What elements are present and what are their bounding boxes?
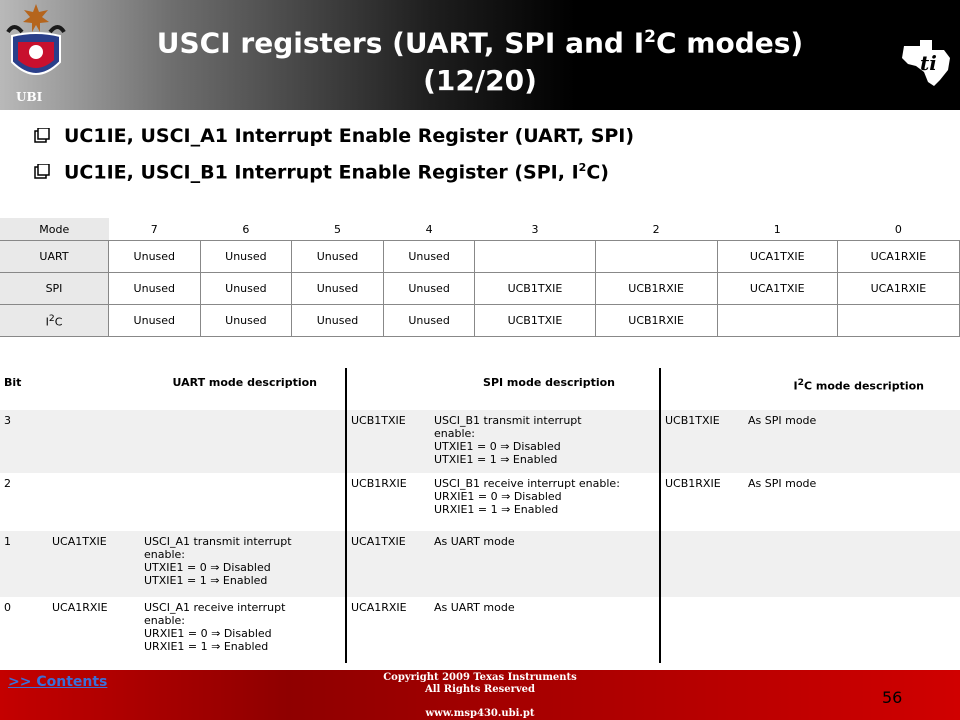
table-cell: Unused [383,273,475,305]
header-superscript: 2 [797,377,805,388]
column-header-bit2: 2 [595,218,717,241]
mode-cell [0,305,109,337]
table-row [0,305,960,337]
column-header-bit7: 7 [109,218,201,241]
bit-cell: 3 [0,410,48,473]
table-cell: UCB1TXIE [475,273,595,305]
table-cell: UCB1RXIE [595,305,717,337]
copyright-line1: Copyright 2009 Texas Instruments [383,672,577,683]
table-cell: Unused [200,273,292,305]
bullet-text-part2: C) [586,161,609,184]
slide-header [0,0,960,110]
table-row [0,273,960,305]
table-row [0,531,960,597]
title-text-part2: C modes) [655,26,804,60]
bit-cell: 2 [0,473,48,531]
column-header-bit4: 4 [383,218,475,241]
uart-desc-cell [140,473,346,531]
checkbox-bullet-icon [34,128,50,144]
table-cell: UCA1TXIE [717,241,837,273]
table-cell: UCA1RXIE [837,273,959,305]
uart-name-cell: UCA1RXIE [48,597,140,663]
table-row [0,410,960,473]
i2c-desc-cell [744,597,960,663]
column-header-mode: Mode [0,218,109,241]
mode-text-part2: C [54,315,63,329]
table-cell: Unused [109,241,201,273]
table-cell: Unused [109,273,201,305]
spi-desc-cell: As UART mode [430,597,660,663]
column-header-bit: Bit [4,376,22,389]
checkbox-bullet-icon [34,164,50,180]
title-superscript: 2 [644,27,656,47]
spi-name-cell: UCB1TXIE [346,410,430,473]
table-cell: Unused [200,305,292,337]
table-cell: Unused [383,241,475,273]
header-text-part1: I [793,379,798,393]
table-cell [717,305,837,337]
i2c-name-cell [660,597,744,663]
table-cell: UCB1TXIE [475,305,595,337]
texas-instruments-logo-icon [898,36,956,90]
table-row [0,241,960,273]
svg-text:ti: ti [920,51,937,75]
table-cell [475,241,595,273]
slide-footer [0,670,960,720]
column-header-i2c [660,368,960,410]
table-cell: Unused [292,241,384,273]
i2c-desc-cell: As SPI mode [744,410,960,473]
logo-label: UBI [16,90,43,104]
mode-superscript: 2 [48,312,55,324]
table-cell: Unused [200,241,292,273]
table-cell: Unused [292,273,384,305]
bullet-item-ucb1ie [34,154,634,190]
table-cell: UCB1RXIE [595,273,717,305]
column-header-bit0: 0 [837,218,959,241]
i2c-desc-cell: As SPI mode [744,473,960,531]
spi-name-cell: UCA1RXIE [346,597,430,663]
description-table-header [0,368,960,410]
column-header-bit3: 3 [475,218,595,241]
spi-name-cell: UCB1RXIE [346,473,430,531]
copyright-line2: All Rights Reserved [424,684,536,695]
uart-desc-cell: USCI_A1 transmit interrupt enable: UTXIE1 = 0 ⇒ Disabled UTXIE1 = 1 ⇒ Enabled [140,531,346,597]
page-number: 56 [882,688,903,707]
register-table-header [0,218,960,241]
bit-cell: 1 [0,531,48,597]
spi-desc-cell: USCI_B1 transmit interrupt enable: UTXIE1 = 0 ⇒ Disabled UTXIE1 = 1 ⇒ Enabled [430,410,660,473]
contents-link[interactable]: >> Contents [8,674,108,690]
mode-cell: SPI [0,273,109,305]
spi-desc-cell: As UART mode [430,531,660,597]
uart-name-cell [48,473,140,531]
title-text-part1: USCI registers (UART, SPI and I [156,26,645,60]
column-header-bit6: 6 [200,218,292,241]
bullet-list [34,118,634,190]
bullet-text-part1: UC1IE, USCI_B1 Interrupt Enable Register (SPI, I [64,161,579,184]
table-row [0,473,960,531]
i2c-name-cell: UCB1RXIE [660,473,744,531]
bullet-item-uca1ie [34,118,634,154]
register-bit-table [0,218,960,337]
table-cell [837,305,959,337]
i2c-name-cell: UCB1TXIE [660,410,744,473]
mode-text-part1: I [45,315,49,329]
table-cell: UCA1TXIE [717,273,837,305]
mode-cell: UART [0,241,109,273]
title-page-counter: (12/20) [423,64,537,98]
bullet-text [64,161,609,183]
table-cell: UCA1RXIE [837,241,959,273]
i2c-name-cell [660,531,744,597]
bit-cell: 0 [0,597,48,663]
bullet-text: UC1IE, USCI_A1 Interrupt Enable Register (UART, SPI) [64,125,635,147]
footer-url: www.msp430.ubi.pt [425,708,535,719]
bullet-superscript: 2 [578,160,587,174]
column-header-bit5: 5 [292,218,384,241]
i2c-desc-cell [744,531,960,597]
spi-name-cell: UCA1TXIE [346,531,430,597]
uart-name-cell [48,410,140,473]
university-crest-icon [4,2,68,94]
column-header-bit1: 1 [717,218,837,241]
table-cell: Unused [109,305,201,337]
table-cell: Unused [292,305,384,337]
uart-desc-cell: USCI_A1 receive interrupt enable: URXIE1 = 0 ⇒ Disabled URXIE1 = 1 ⇒ Enabled [140,597,346,663]
header-text-part2: C mode description [804,379,924,393]
table-row [0,597,960,663]
uart-desc-cell [140,410,346,473]
page-title [80,18,880,100]
copyright-notice [360,672,600,696]
uart-name-cell: UCA1TXIE [48,531,140,597]
bit-description-table [0,368,960,663]
table-cell [595,241,717,273]
column-header-spi: SPI mode description [346,368,660,410]
table-cell: Unused [383,305,475,337]
spi-desc-cell: USCI_B1 receive interrupt enable: URXIE1 = 0 ⇒ Disabled URXIE1 = 1 ⇒ Enabled [430,473,660,531]
column-header-uart: UART mode description [172,376,317,389]
